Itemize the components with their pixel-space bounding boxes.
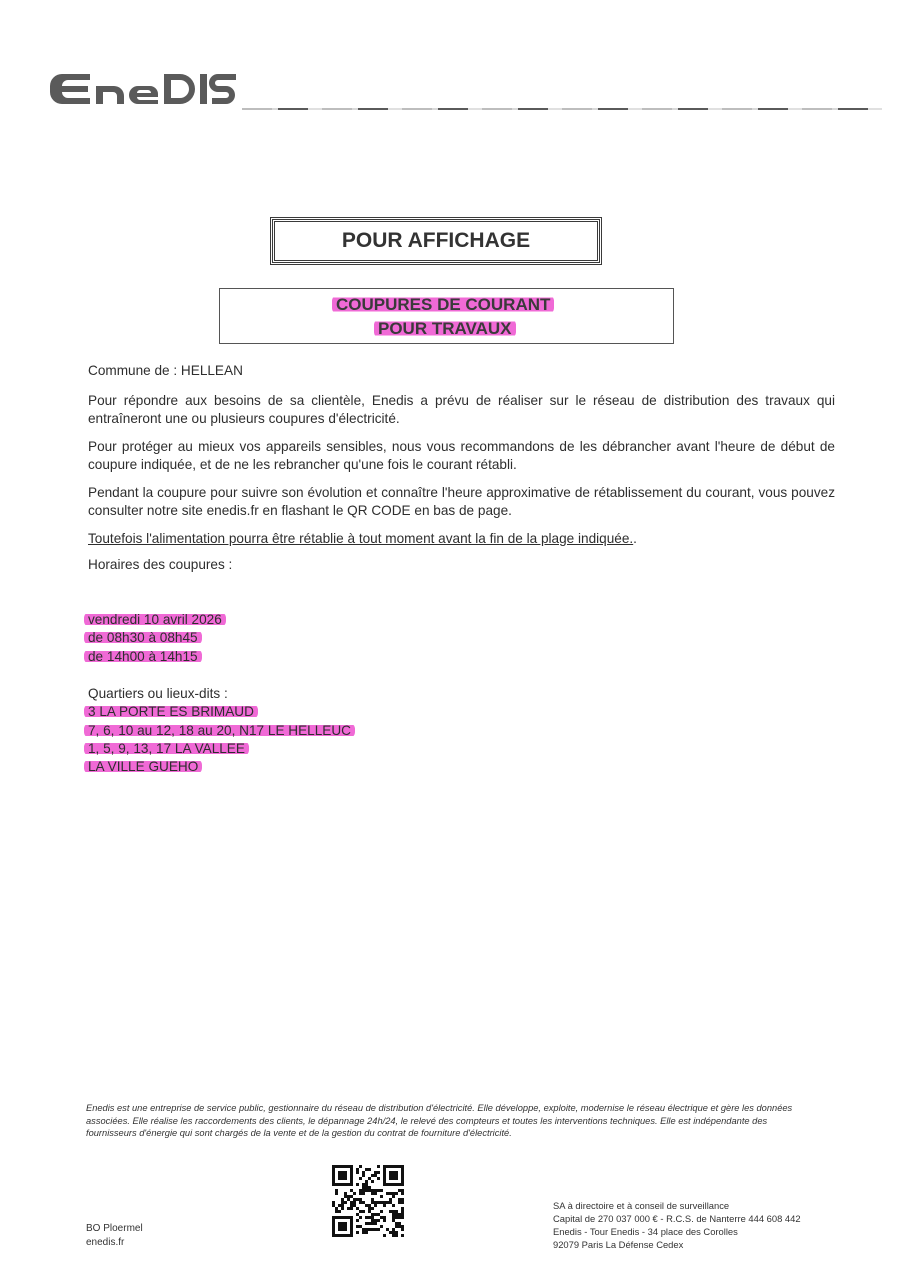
- paragraph-3: Pendant la coupure pour suivre son évolution et connaître l'heure approximative de rétablissement du courant, vous pouvez consulter notre site enedis.fr en flashant le QR CODE en bas de page.: [88, 485, 835, 518]
- warning-line: [88, 530, 835, 548]
- legal-line-4: 92079 Paris La Défense Cedex: [553, 1239, 684, 1250]
- footer-left: [86, 1222, 143, 1250]
- coupures-title-line1: COUPURES DE COURANT: [332, 295, 554, 314]
- warning-period: .: [633, 531, 637, 546]
- horaires-label: Horaires des coupures :: [88, 557, 233, 572]
- quartier-row: [84, 740, 249, 758]
- quartier-item-2: 7, 6, 10 au 12, 18 au 20, N17 LE HELLEUC: [84, 723, 355, 738]
- quartier-row: [84, 703, 258, 721]
- schedule-slot-2: de 14h00 à 14h15: [84, 649, 202, 664]
- header-rule: [242, 108, 882, 110]
- warning-text: Toutefois l'alimentation pourra être rétablie à tout moment avant la fin de la plage indiquée.: [88, 531, 634, 546]
- quartier-row: [84, 758, 202, 776]
- footer-right: [553, 1199, 801, 1251]
- quartier-item-4: LA VILLE GUEHO: [84, 759, 202, 774]
- quartier-item-1: 3 LA PORTE ES BRIMAUD: [84, 704, 258, 719]
- quartier-row: [84, 722, 355, 740]
- site-link[interactable]: enedis.fr: [86, 1237, 125, 1248]
- coupures-title-box: [219, 288, 674, 344]
- schedule-date: vendredi 10 avril 2026: [84, 612, 226, 627]
- enedis-logo: [48, 66, 238, 117]
- paragraph-2: Pour protéger au mieux vos appareils sensibles, nous vous recommandons de les débrancher avant l'heure de début de coupure indiquée, et de ne les rebrancher qu'une fois le courant rétabli.: [88, 439, 835, 472]
- footnote: Enedis est une entreprise de service public, gestionnaire du réseau de distribution d'électricité. Elle développe, exploite, modernise le réseau électrique et gère les données associées. Elle réalise les raccordements des clients, le dépannage 24h/24, le relevé des compteurs et toutes les interventions techniques. Elle est indépendante des fournisseurs d'énergie qui sont chargés de la vente et de la gestion du contrat de fourniture d'électricité.: [86, 1103, 793, 1138]
- legal-line-1: SA à directoire et à conseil de surveillance: [553, 1200, 730, 1211]
- affichage-title: POUR AFFICHAGE: [272, 219, 600, 263]
- quartier-item-3: 1, 5, 9, 13, 17 LA VALLEE: [84, 741, 249, 756]
- commune-line: Commune de : HELLEAN: [88, 363, 243, 378]
- office-name: BO Ploermel: [86, 1223, 143, 1234]
- schedule-slot-row: [84, 629, 202, 647]
- coupures-title-line2: POUR TRAVAUX: [374, 319, 516, 338]
- enedis-logo-icon: [48, 66, 238, 112]
- qr-code-icon[interactable]: [332, 1165, 404, 1237]
- paragraph-1: Pour répondre aux besoins de sa clientèle, Enedis a prévu de réaliser sur le réseau de distribution des travaux qui entraîneront une ou plusieurs coupures d'électricité.: [88, 393, 835, 426]
- schedule-slot-1: de 08h30 à 08h45: [84, 630, 202, 645]
- schedule-date-row: [84, 611, 226, 629]
- legal-line-3: Enedis - Tour Enedis - 34 place des Corolles: [553, 1226, 738, 1237]
- schedule-slot-row: [84, 648, 202, 666]
- quartiers-label: Quartiers ou lieux-dits :: [88, 686, 228, 701]
- legal-line-2: Capital de 270 037 000 € - R.C.S. de Nanterre 444 608 442: [553, 1213, 801, 1224]
